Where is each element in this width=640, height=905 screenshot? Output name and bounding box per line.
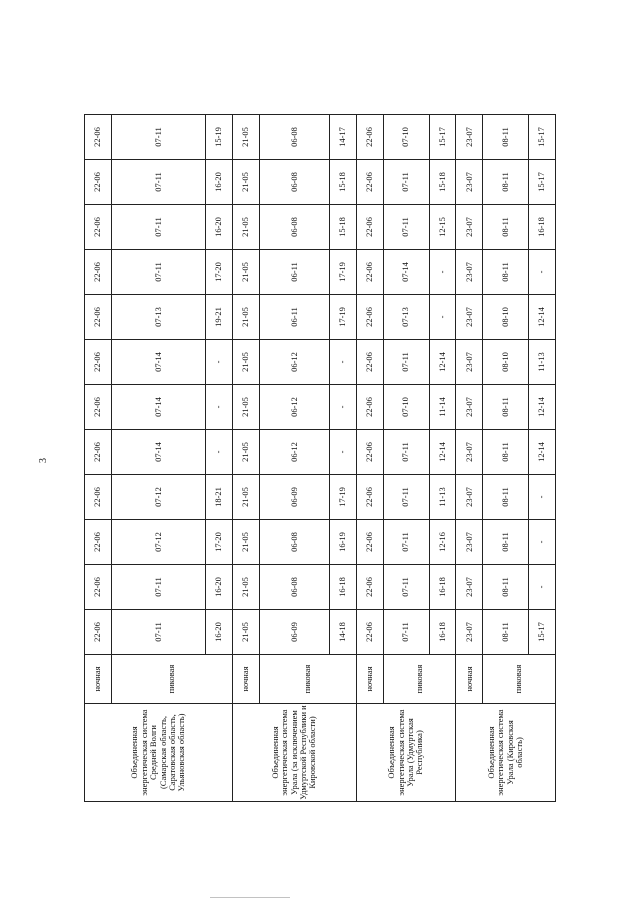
time-interval-cell: 07-14	[111, 340, 205, 385]
time-interval-cell: 23-07	[456, 385, 483, 430]
time-interval-cell: 06-08	[259, 205, 329, 250]
time-interval-cell: 23-07	[456, 430, 483, 475]
time-interval-cell: -	[329, 385, 356, 430]
time-interval-cell: 11-13	[529, 340, 556, 385]
time-interval-cell: 07-10	[383, 385, 429, 430]
time-interval-cell: 12-14	[529, 295, 556, 340]
time-interval-cell: 07-11	[383, 160, 429, 205]
time-interval-cell: -	[529, 520, 556, 565]
zone-cell: пиковая	[483, 655, 556, 704]
time-interval-cell: 11-14	[429, 385, 456, 430]
system-name-cell: Объединенная энергетическая система Урала (за исключением Удмуртской Республики и Кировской области)	[233, 704, 357, 802]
time-interval-cell: 15-17	[529, 160, 556, 205]
time-interval-cell: 07-14	[383, 250, 429, 295]
time-interval-cell: 22-06	[85, 475, 112, 520]
table-body	[85, 115, 556, 802]
time-interval-cell: 22-06	[356, 115, 383, 160]
time-interval-cell: 12-14	[529, 385, 556, 430]
time-interval-cell: 07-12	[111, 520, 205, 565]
time-interval-cell: 21-05	[233, 250, 260, 295]
time-interval-cell: 17-19	[329, 295, 356, 340]
zone-cell: ночная	[85, 655, 112, 704]
time-interval-cell: 23-07	[456, 520, 483, 565]
time-interval-cell: 22-06	[356, 340, 383, 385]
time-interval-cell: 15-17	[429, 115, 456, 160]
time-interval-cell: 08-11	[483, 250, 529, 295]
system-name-cell: Объединенная энергетическая система Урала (Удмуртская Республика)	[356, 704, 456, 802]
time-interval-cell: 14-18	[329, 610, 356, 655]
time-interval-cell: 07-14	[111, 385, 205, 430]
time-interval-cell: 08-11	[483, 160, 529, 205]
time-interval-cell: 17-19	[329, 475, 356, 520]
time-interval-cell: 22-06	[356, 205, 383, 250]
time-interval-cell: -	[429, 295, 456, 340]
time-interval-cell: 23-07	[456, 205, 483, 250]
time-interval-cell: 23-07	[456, 610, 483, 655]
time-interval-cell: 22-06	[85, 565, 112, 610]
time-interval-cell: 21-05	[233, 430, 260, 475]
time-interval-cell: 16-18	[529, 205, 556, 250]
time-interval-cell: 23-07	[456, 340, 483, 385]
system-name-cell: Объединенная энергетическая система Урала (Кировская область)	[456, 704, 556, 802]
time-interval-cell: -	[529, 250, 556, 295]
time-interval-cell: 23-07	[456, 475, 483, 520]
time-interval-cell: 16-20	[206, 565, 233, 610]
table-row	[456, 115, 483, 802]
time-interval-cell: 23-07	[456, 115, 483, 160]
time-interval-cell: 07-11	[111, 115, 205, 160]
time-interval-cell: 12-14	[429, 430, 456, 475]
time-interval-cell: 06-08	[259, 160, 329, 205]
time-interval-cell: 07-11	[383, 475, 429, 520]
time-interval-cell: 07-11	[383, 205, 429, 250]
time-interval-cell: 08-11	[483, 205, 529, 250]
zone-cell: пиковая	[259, 655, 356, 704]
time-interval-cell: 06-11	[259, 295, 329, 340]
time-interval-cell: -	[329, 340, 356, 385]
time-interval-cell: 08-11	[483, 610, 529, 655]
time-interval-cell: 08-11	[483, 115, 529, 160]
time-interval-cell: 22-06	[85, 520, 112, 565]
time-interval-cell: 07-11	[383, 610, 429, 655]
system-name-cell: Объединенная энергетическая система Средней Волги (Самарская область, Саратовская область, Ульяновская область)	[85, 704, 233, 802]
time-interval-cell: 22-06	[356, 475, 383, 520]
time-interval-cell: 15-18	[329, 205, 356, 250]
time-interval-cell: 12-16	[429, 520, 456, 565]
time-interval-cell: 22-06	[356, 520, 383, 565]
table-row	[233, 115, 260, 802]
time-interval-cell: 22-06	[85, 205, 112, 250]
time-interval-cell: 07-11	[111, 610, 205, 655]
time-interval-cell: 08-11	[483, 475, 529, 520]
time-interval-cell: 22-06	[85, 430, 112, 475]
table-row	[111, 115, 205, 802]
time-interval-cell: 18-21	[206, 475, 233, 520]
time-interval-cell: 08-11	[483, 565, 529, 610]
time-interval-cell: 23-07	[456, 295, 483, 340]
tariff-zones-table	[84, 114, 556, 802]
time-interval-cell: 12-14	[429, 340, 456, 385]
time-interval-cell: 06-12	[259, 430, 329, 475]
time-interval-cell: 17-20	[206, 250, 233, 295]
table-row	[383, 115, 429, 802]
zone-cell: ночная	[233, 655, 260, 704]
scan-artifact-line	[210, 897, 290, 898]
time-interval-cell: -	[206, 385, 233, 430]
time-interval-cell: 12-15	[429, 205, 456, 250]
time-interval-cell: 16-18	[329, 565, 356, 610]
time-interval-cell: 21-05	[233, 565, 260, 610]
time-interval-cell: 06-12	[259, 385, 329, 430]
time-interval-cell: 15-18	[429, 160, 456, 205]
time-interval-cell: 15-19	[206, 115, 233, 160]
table-row	[483, 115, 529, 802]
time-interval-cell: 21-05	[233, 295, 260, 340]
time-interval-cell: 21-05	[233, 160, 260, 205]
zone-cell: пиковая	[383, 655, 456, 704]
time-interval-cell: -	[206, 340, 233, 385]
time-interval-cell: -	[529, 565, 556, 610]
time-interval-cell: 08-10	[483, 295, 529, 340]
time-interval-cell: 16-20	[206, 205, 233, 250]
time-interval-cell: 06-12	[259, 340, 329, 385]
time-interval-cell: 17-20	[206, 520, 233, 565]
time-interval-cell: 21-05	[233, 385, 260, 430]
time-interval-cell: 07-11	[111, 160, 205, 205]
time-interval-cell: 07-10	[383, 115, 429, 160]
table-row	[85, 115, 112, 802]
time-interval-cell: 11-13	[429, 475, 456, 520]
time-interval-cell: 06-11	[259, 250, 329, 295]
time-interval-cell: 07-11	[111, 205, 205, 250]
time-interval-cell: 07-12	[111, 475, 205, 520]
rotated-table-frame	[84, 114, 556, 802]
time-interval-cell: 22-06	[356, 565, 383, 610]
time-interval-cell: 16-20	[206, 610, 233, 655]
time-interval-cell: 22-06	[85, 160, 112, 205]
time-interval-cell: 23-07	[456, 250, 483, 295]
time-interval-cell: 06-08	[259, 115, 329, 160]
time-interval-cell: 16-19	[329, 520, 356, 565]
time-interval-cell: 15-17	[529, 610, 556, 655]
time-interval-cell: 22-06	[356, 430, 383, 475]
zone-cell: пиковая	[111, 655, 232, 704]
time-interval-cell: 21-05	[233, 520, 260, 565]
time-interval-cell: 14-17	[329, 115, 356, 160]
table-row	[356, 115, 383, 802]
time-interval-cell: 07-13	[383, 295, 429, 340]
time-interval-cell: 22-06	[85, 610, 112, 655]
time-interval-cell: 21-05	[233, 340, 260, 385]
time-interval-cell: 08-11	[483, 520, 529, 565]
time-interval-cell: 22-06	[85, 385, 112, 430]
time-interval-cell: 16-18	[429, 565, 456, 610]
time-interval-cell: 22-06	[85, 295, 112, 340]
time-interval-cell: -	[429, 250, 456, 295]
time-interval-cell: 07-11	[383, 565, 429, 610]
zone-cell: ночная	[456, 655, 483, 704]
time-interval-cell: 15-18	[329, 160, 356, 205]
time-interval-cell: 06-08	[259, 565, 329, 610]
time-interval-cell: 23-07	[456, 565, 483, 610]
time-interval-cell: 07-11	[383, 520, 429, 565]
time-interval-cell: 21-05	[233, 610, 260, 655]
time-interval-cell: 22-06	[356, 250, 383, 295]
time-interval-cell: 06-08	[259, 520, 329, 565]
time-interval-cell: 08-10	[483, 340, 529, 385]
page-number: 3	[38, 458, 49, 463]
time-interval-cell: 21-05	[233, 475, 260, 520]
time-interval-cell: 22-06	[85, 115, 112, 160]
time-interval-cell: 22-06	[356, 610, 383, 655]
time-interval-cell: -	[329, 430, 356, 475]
time-interval-cell: 16-20	[206, 160, 233, 205]
time-interval-cell: 21-05	[233, 205, 260, 250]
time-interval-cell: 23-07	[456, 160, 483, 205]
time-interval-cell: 15-17	[529, 115, 556, 160]
time-interval-cell: 17-19	[329, 250, 356, 295]
time-interval-cell: 16-18	[429, 610, 456, 655]
time-interval-cell: 12-14	[529, 430, 556, 475]
time-interval-cell: 22-06	[85, 340, 112, 385]
time-interval-cell: 06-09	[259, 475, 329, 520]
time-interval-cell: 21-05	[233, 115, 260, 160]
time-interval-cell: 08-11	[483, 430, 529, 475]
time-interval-cell: 22-06	[85, 250, 112, 295]
time-interval-cell: 07-11	[383, 430, 429, 475]
time-interval-cell: -	[206, 430, 233, 475]
time-interval-cell: 07-11	[111, 565, 205, 610]
table-row	[259, 115, 329, 802]
time-interval-cell: 22-06	[356, 295, 383, 340]
time-interval-cell: 07-11	[111, 250, 205, 295]
time-interval-cell: 22-06	[356, 385, 383, 430]
time-interval-cell: 07-14	[111, 430, 205, 475]
time-interval-cell: 07-11	[383, 340, 429, 385]
time-interval-cell: 08-11	[483, 385, 529, 430]
time-interval-cell: -	[529, 475, 556, 520]
time-interval-cell: 19-21	[206, 295, 233, 340]
time-interval-cell: 22-06	[356, 160, 383, 205]
time-interval-cell: 06-09	[259, 610, 329, 655]
zone-cell: ночная	[356, 655, 383, 704]
time-interval-cell: 07-13	[111, 295, 205, 340]
